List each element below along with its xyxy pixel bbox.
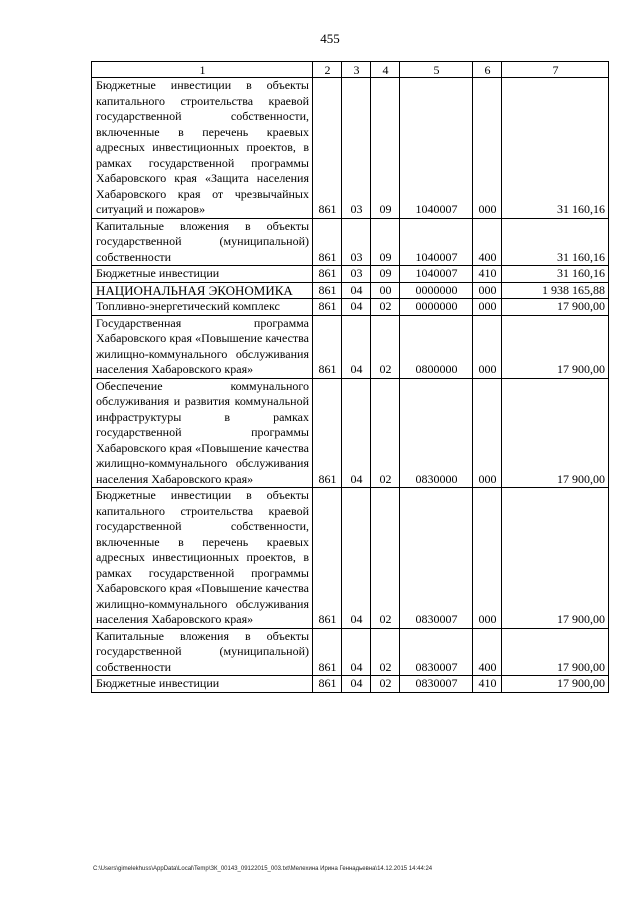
cell-section: 04 [342,488,371,629]
cell-amount: 17 900,00 [502,299,609,316]
table-row [92,488,609,629]
cell-target-article: 0830007 [400,676,473,693]
cell-amount: 17 900,00 [502,628,609,676]
table-row [92,628,609,676]
cell-target-article: 0800000 [400,315,473,378]
row-name: Бюджетные инвестиции в объекты капитального строительства краевой государственной собственности, включенные в перечень краевых адресных инвестиционных проектов, в рамках государственной программы Хабаровского края «Повышение качества жилищно-коммунального обслуживания населения Хабаровского края» [92,488,313,629]
row-name: Капитальные вложения в объекты государственной (муниципальной) собственности [92,218,313,266]
cell-amount: 17 900,00 [502,378,609,488]
cell-amount: 31 160,16 [502,218,609,266]
row-name: Обеспечение коммунального обслуживания и развития коммунальной инфраструктуры в рамках государственной программы Хабаровского края «Повышение качества жилищно-коммунального обслуживания населения Хабаровского края» [92,378,313,488]
cell-expense-type: 000 [473,282,502,299]
cell-target-article: 0830007 [400,488,473,629]
cell-admin-code: 861 [313,218,342,266]
cell-admin-code: 861 [313,78,342,219]
column-header: 6 [473,62,502,78]
cell-admin-code: 861 [313,315,342,378]
cell-admin-code: 861 [313,266,342,283]
table-row [92,282,609,299]
document-footer-path: C:\Users\gimelekhuss\AppData\Local\Temp\ЗК_00143_09122015_003.txt\Мелехина Ирина Геннадьевна\14.12.2015 14:44:24 [93,866,433,872]
row-name: Государственная программа Хабаровского края «Повышение качества жилищно-коммунального обслуживания населения Хабаровского края» [92,315,313,378]
cell-amount: 17 900,00 [502,488,609,629]
cell-amount: 17 900,00 [502,676,609,693]
column-header: 4 [371,62,400,78]
cell-section: 03 [342,218,371,266]
cell-target-article: 0830007 [400,628,473,676]
cell-expense-type: 000 [473,378,502,488]
row-name: Капитальные вложения в объекты государственной (муниципальной) собственности [92,628,313,676]
table-row [92,266,609,283]
cell-section: 03 [342,266,371,283]
cell-subsection: 02 [371,628,400,676]
cell-expense-type: 000 [473,299,502,316]
column-header: 2 [313,62,342,78]
table-row [92,218,609,266]
cell-expense-type: 000 [473,488,502,629]
cell-expense-type: 410 [473,266,502,283]
cell-subsection: 09 [371,218,400,266]
cell-admin-code: 861 [313,628,342,676]
row-name: Топливно-энергетический комплекс [92,299,313,316]
cell-expense-type: 410 [473,676,502,693]
row-name: Бюджетные инвестиции [92,676,313,693]
cell-section: 04 [342,676,371,693]
cell-subsection: 02 [371,378,400,488]
cell-section: 04 [342,282,371,299]
table-row [92,299,609,316]
table-row [92,315,609,378]
cell-target-article: 1040007 [400,266,473,283]
cell-expense-type: 000 [473,315,502,378]
cell-subsection: 09 [371,266,400,283]
cell-target-article: 0000000 [400,299,473,316]
budget-table [91,61,609,693]
cell-amount: 17 900,00 [502,315,609,378]
cell-subsection: 02 [371,488,400,629]
column-header: 1 [92,62,313,78]
cell-section: 04 [342,299,371,316]
column-header: 7 [502,62,609,78]
cell-subsection: 00 [371,282,400,299]
cell-section: 03 [342,78,371,219]
cell-amount: 31 160,16 [502,78,609,219]
table-row [92,78,609,219]
cell-target-article: 1040007 [400,78,473,219]
cell-subsection: 02 [371,315,400,378]
cell-admin-code: 861 [313,676,342,693]
cell-section: 04 [342,378,371,488]
row-name: Бюджетные инвестиции в объекты капитального строительства краевой государственной собственности, включенные в перечень краевых адресных инвестиционных проектов, в рамках государственной программы Хабаровского края «Защита населения Хабаровского края от чрезвычайных ситуаций и пожаров» [92,78,313,219]
column-header: 3 [342,62,371,78]
cell-admin-code: 861 [313,378,342,488]
cell-target-article: 1040007 [400,218,473,266]
cell-admin-code: 861 [313,488,342,629]
cell-section: 04 [342,628,371,676]
row-name: НАЦИОНАЛЬНАЯ ЭКОНОМИКА [92,282,313,299]
table-header-row [92,62,609,78]
row-name: Бюджетные инвестиции [92,266,313,283]
cell-amount: 1 938 165,88 [502,282,609,299]
page-number: 455 [320,31,340,46]
cell-target-article: 0000000 [400,282,473,299]
cell-subsection: 02 [371,676,400,693]
table-row [92,676,609,693]
cell-expense-type: 400 [473,628,502,676]
cell-target-article: 0830000 [400,378,473,488]
cell-admin-code: 861 [313,282,342,299]
cell-section: 04 [342,315,371,378]
cell-admin-code: 861 [313,299,342,316]
cell-amount: 31 160,16 [502,266,609,283]
cell-expense-type: 400 [473,218,502,266]
cell-expense-type: 000 [473,78,502,219]
column-header: 5 [400,62,473,78]
table-row [92,378,609,488]
cell-subsection: 02 [371,299,400,316]
cell-subsection: 09 [371,78,400,219]
